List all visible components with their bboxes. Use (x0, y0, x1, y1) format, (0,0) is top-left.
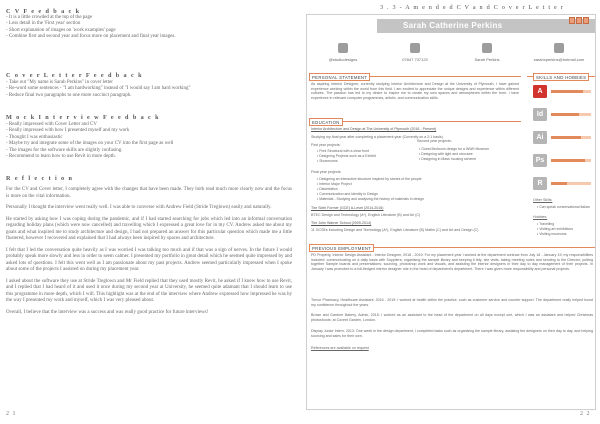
list-item: - Combine first and second year and focus more on placement and final year images. (6, 34, 176, 40)
contact-text: sarahcperkins@hotmail.com (533, 57, 585, 62)
school-1-detail: BTEC Design and Technology (A*), English Literature (B) and Art (C) (311, 213, 421, 217)
list-item: - It is a little crowded at the top of the page (6, 15, 93, 20)
skill-tile-icon: Id (533, 108, 547, 121)
first-year-label: First year projects: (311, 143, 341, 147)
contact-text: @studiodesigns (328, 57, 358, 62)
list-item: - Recommend to learn how to use Revit in more depth. (6, 154, 116, 160)
list-item: • Designing Projects such as a Exhibit (317, 154, 376, 158)
list-item: • Interior Major Project (317, 182, 352, 186)
employment-entry: PD Property, Interior Design Assistant - Interior Designer, 2018 - 2019: For my placement year I worked at the department contract from July 18 - January 19; my responsibilities included: communicating on a daily basis with Suppliers; organising the sample library and keeping it tidy; site visits, taking meeting notes and sending to the Director; putting together Sample boards and presentations; sourcing, photoshop work and visuals, and assisting the interior designers in their day to day management of their projects. In January I was promoted to a full-fledged interior designer role in the head of department's department. There I was given more responsibility and personal projects. (311, 253, 593, 271)
skill-bar (551, 182, 591, 185)
skill-bar (551, 113, 591, 116)
list-item: - The images for the software skills are slightly confusing. (6, 147, 123, 153)
swatch-icon (576, 17, 582, 24)
instagram-icon (338, 43, 348, 53)
reflection-paragraph: I asked about the software they use at Stride Treglown and Mr Field replied that they used mostly Revit, he asked if I knew how to use Revit, and I replied that I had heard of it and used it once during my second year at University, he seemed quite adamant that I should learn to use this programme in more depth, which I will. This highlight was at the end of the interview where Andrew expressed how impressed he was by the way I presented my work and myself, which I was very pleased about. (6, 278, 292, 303)
phone-icon (410, 43, 420, 53)
contact-text: Sarah Perkins (474, 57, 500, 62)
employment-entry: Brown and Gardner Bakery, Admin, 2015: I worked as an assistant to the head of the department on all days except one, which I was an assistant and helped Christmas photoshoots; at Covent Garden, London. (311, 313, 593, 322)
contact-row (307, 43, 597, 71)
list-item: • Visiting museums (537, 232, 567, 236)
contact-text: 07847 737123 (402, 57, 428, 62)
list-item: • Materials - Studying and analysing the history of materials in design (317, 197, 424, 201)
list-item: • Showrooms (317, 159, 338, 163)
page-number-right: 2 2 (580, 411, 591, 417)
list-item: - Take out "My name is Sarah Perkins" in cover letter (6, 80, 113, 85)
skills-label: SKILLS AND HOBBIES (533, 73, 589, 81)
swatch-icon (583, 17, 589, 24)
personal-statement: As aspiring Interior Designer, currently studying Interior Architecture and Design at the University of Plymouth, I have gained experience working within the world from this field. I am excited to appreciate the unique designs and experience within different cultures. The passion has led to my desire to inspire me to create my own spaces and atmospheres within the form. I have experience in relevant computer programmes, artistic, and communication skills. (311, 82, 519, 100)
skill-tile-icon: R (533, 177, 547, 190)
mock-interview-feedback-heading: M o c k I n t e r v i e w F e e d b a c k (6, 114, 160, 121)
skill-tile-icon: Ai (533, 131, 547, 144)
list-item: • Pont Structural with a clear front (317, 149, 369, 153)
contact-phone (387, 43, 443, 62)
skill-tile-icon: Ps (533, 154, 547, 167)
cover-letter-feedback-heading: C o v e r L e t t e r F e e d b a c k (6, 72, 143, 79)
contact-linkedin (459, 43, 515, 62)
linkedin-icon (482, 43, 492, 53)
cv-name: Sarah Catherine Perkins (403, 21, 503, 30)
list-item: • Can speak conversational Italian (537, 205, 590, 209)
list-item: - Reduce final two paragraphs to one more succinct paragraph. (6, 92, 132, 98)
skill-bar (551, 159, 591, 162)
list-item: - Really impressed with how I presented myself and my work (6, 128, 130, 134)
list-item: • Visiting art exhibitions (537, 227, 573, 231)
cv-feedback-list (6, 15, 296, 41)
reflection-paragraph: For the CV and Cover letter, I completely agree with the changes that have been made. They both read much more clearly now and the focus is more on the vital information. (6, 187, 292, 199)
hobbies-label: Hobbies: (533, 215, 548, 219)
skill-fill (551, 113, 579, 116)
reflection-body (6, 187, 292, 321)
employment-entry: Display Junior Intern, 2013: One week in the design department, I completed tasks such as organising the sample library, assisting the designers on their day to day, and helping sourcing and sales for their own. (311, 329, 593, 338)
other-skills-label: Other Skills: (533, 198, 553, 202)
school-2: The John Warner School (2009-2014) (311, 221, 372, 225)
second-year-label: Second year projects: (417, 139, 452, 143)
email-icon (554, 43, 564, 53)
list-item: - Less detail in the 'First year' section (6, 21, 81, 27)
cv-document (306, 14, 596, 410)
skill-bar (551, 136, 591, 139)
list-item: • Designing in Mass housing scheme (419, 157, 477, 161)
reflection-paragraph: Personally I thought the interview went really well. I was able to converse with Andrew Field (Stride Treglown) easily and naturally. (6, 205, 272, 210)
cover-letter-feedback-list (6, 80, 296, 99)
previous-employment-label: PREVIOUS EMPLOYMENT (309, 244, 374, 252)
skill-fill (551, 136, 581, 139)
page-number-left: 2 1 (6, 411, 17, 417)
employment-entry: Trevor Pharmacy, Healthcare Assistant, 2016 - 2019: I worked at health within the practice, such as customer service and counter support. The department really helped boost my confidence throughout the years. (311, 298, 593, 307)
education-studying: Studying my final year after completing a placement year (Currently on a 2:1 basis) (311, 135, 443, 139)
list-item: • Communication and identity in Design (317, 192, 378, 196)
skill-bar (551, 90, 591, 93)
personal-statement-label: PERSONAL STATEMENT (309, 73, 370, 81)
reflection-paragraph: I felt that I led the conversation quite heavily as I was worried I was talking too much and if that was a sign of nerves. In the future I would probably speak more slowly and less in order to seem calmer. I presented my portfolio in great detail which he seemed quite impressed by and asked lots of questions. I felt this went well as I am passionate about my past projects. Andrew seemed particularly impressed when I spoke about some of the projects I assisted on during my placement year. (6, 247, 292, 272)
contact-instagram (315, 43, 371, 62)
swatch-icon (569, 17, 575, 24)
skill-fill (551, 182, 567, 185)
list-item: • Guest Bedroom design for a WWII Museum (419, 147, 489, 151)
contact-email (531, 43, 587, 62)
cv-feedback-heading: C V F e e d b a c k (6, 8, 81, 15)
list-item: • Designing with light and structure (419, 152, 473, 156)
list-item: • Designing an interactive structure inspired by stories of the people (317, 177, 422, 181)
list-item: - Re-word some sentences - "I am hardworking" instead of "I would say I am hard working" (6, 86, 191, 92)
school-2-detail: 11 GCSEs including Design and Technology (A*), English Literature (B) Maths (C) and Art and Design (C) (311, 228, 479, 232)
skill-fill (551, 159, 585, 162)
skill-tile-icon: A (533, 85, 547, 98)
list-item: - Really impressed with Cover Letter and CV (6, 122, 97, 127)
school-1: The Sixth Former (GCE) A-Level (2014-2016) (311, 206, 384, 210)
reflection-heading: R e f l e c t i o n (6, 175, 74, 182)
education-title: Interior Architecture and Design at The University of Plymouth (2016 - Present) (311, 127, 437, 131)
cv-banner (307, 15, 597, 41)
list-item: - Maybe try and integrate some of the images on your CV into the first page as well (6, 141, 174, 147)
right-page (300, 0, 600, 424)
education-label: EDUCATION (309, 118, 343, 126)
list-item: • Dissertation (317, 187, 338, 191)
reflection-paragraph: He started by asking how I was coping during the pandemic, and if I had started searching for jobs which led into an informal conversation regarding holiday plans (which were now cancelled) and travelling which I expressed a great love for in my CV. Andrew asked me about my goals and what inspired me to study architecture and design, I had not prepared an answer for this particular question which made me a little flustered, however I recovered and explained that I had always been inspired by spaces and architecture. (6, 216, 292, 241)
reflection-paragraph: Overall, I believe that the interview was a success and was really good practice for future interviews! (6, 309, 209, 315)
mock-interview-feedback-list (6, 122, 296, 160)
skill-fill (551, 90, 583, 93)
list-item: - Thought I was enthusiastic (6, 134, 63, 140)
list-item: - Short explanation of images on 'work examples' page (6, 27, 116, 33)
list-item: • Travelling (537, 222, 555, 226)
swatch-strip (569, 17, 595, 25)
page-title: 3 . 3 - A m e n d e d C V a n d C o v e r L e t t e r (380, 4, 564, 11)
final-year-label: Final year projects: (311, 170, 342, 174)
references-note: References are available on request (311, 346, 369, 350)
